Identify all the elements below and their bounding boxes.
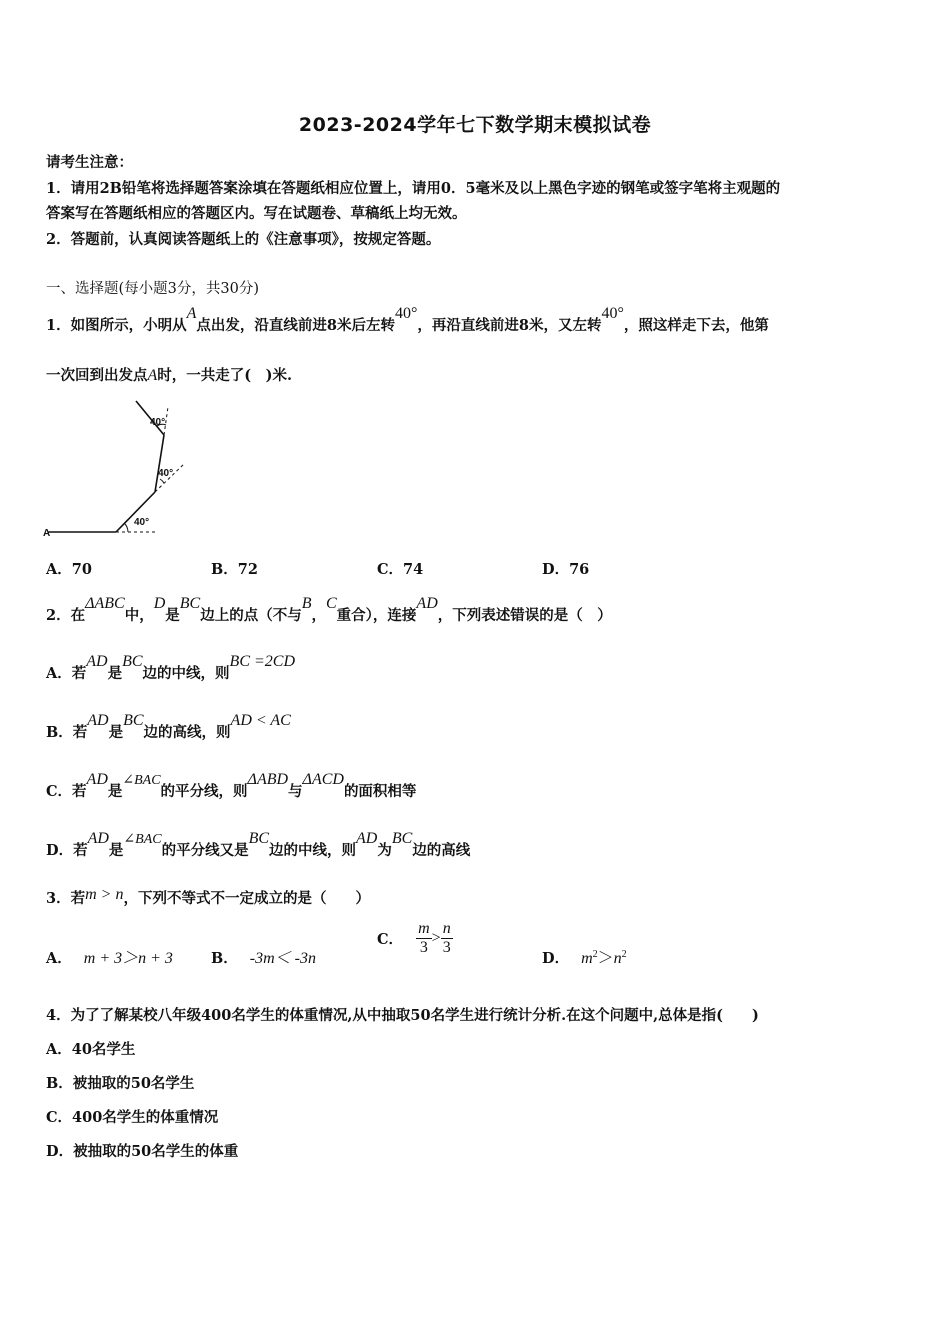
q2d-t4: 为 xyxy=(377,842,392,859)
q3c-letter: C． xyxy=(377,931,404,948)
q2-point-b: B xyxy=(301,595,312,612)
q2-comma: ， xyxy=(311,607,326,624)
q2d-t1: 是 xyxy=(108,842,124,859)
q2d-t3: 边的中线，则 xyxy=(269,842,357,859)
q2-text-5: 重合），连接 xyxy=(336,607,417,624)
section-heading-text: 一、选择题(每小题3分，共30分) xyxy=(46,281,259,297)
q4-option-b[interactable]: B．被抽取的50名学生 xyxy=(46,1075,195,1092)
q4-option-d[interactable]: D．被抽取的50名学生的体重 xyxy=(46,1143,239,1160)
q2c-t3: 与 xyxy=(288,783,303,800)
q1-text-2: 点出发，沿直线前进8米后左转 xyxy=(196,317,395,334)
q3d-gt: ＞ xyxy=(597,950,614,967)
q2-ad: AD xyxy=(416,595,438,612)
q1-option-a[interactable] xyxy=(46,558,92,579)
q1-angle-1: 40° xyxy=(394,305,418,322)
q1-option-b-text: 72 xyxy=(237,561,258,578)
q2d-m2: ∠BAC xyxy=(123,832,162,847)
q2-option-b[interactable] xyxy=(46,712,291,742)
q2c-t4: 的面积相等 xyxy=(343,783,417,800)
q2-text-6: ，下列表述错误的是（ ） xyxy=(437,607,612,624)
q3-option-b[interactable] xyxy=(211,945,316,968)
q1-option-b[interactable] xyxy=(211,558,258,579)
q2d-m4: AD xyxy=(356,830,378,847)
q2a-m2: BC xyxy=(122,653,143,670)
q2-text-1: 2．在 xyxy=(46,607,86,624)
q1-option-a-text: 70 xyxy=(71,561,92,578)
q1-text-4: ，照这样走下去，他第 xyxy=(623,317,769,334)
q2-text-2: 中， xyxy=(124,607,154,624)
section-heading xyxy=(46,277,259,298)
q3c-fraction-1 xyxy=(416,920,432,957)
question-1-line-1 xyxy=(46,305,769,335)
q1-option-d-letter: D． xyxy=(542,561,570,578)
q3c-fraction-2 xyxy=(441,920,453,957)
q2-option-d[interactable] xyxy=(46,830,471,860)
q2-option-a[interactable] xyxy=(46,653,296,683)
fig-label-angle-1: 40° xyxy=(134,517,150,528)
q3c-den-2: 3 xyxy=(442,939,451,956)
fig-label-angle-3: 40° xyxy=(150,417,166,428)
notice-item-1-line-1: 1．请用2B铅笔将选择题答案涂填在答题纸相应位置上，请用0．5毫米及以上黑色字迹的钢笔或签字笔将主观题的 xyxy=(46,180,781,197)
q1-option-b-letter: B． xyxy=(211,561,238,578)
q1-angle-2: 40° xyxy=(601,305,624,322)
q3b-expr: -3m＜ -3n xyxy=(249,950,316,967)
q3c-num-2: n xyxy=(442,920,451,937)
q2c-letter: C．若 xyxy=(46,783,87,800)
notice-heading: 请考生注意： xyxy=(46,154,133,171)
q2a-letter: A．若 xyxy=(46,665,87,682)
q2a-m3: BC =2CD xyxy=(229,653,296,670)
q2d-m1: AD xyxy=(87,830,109,847)
q2b-m1: AD xyxy=(87,712,109,729)
q2b-m3: AD < AC xyxy=(230,712,291,729)
q3a-letter: A． xyxy=(46,950,72,967)
q2-point-c: C xyxy=(326,595,337,612)
q3-text-2: ，下列不等式不一定成立的是（ ） xyxy=(123,890,370,907)
q4-option-a[interactable]: A．40名学生 xyxy=(46,1041,136,1058)
q1-option-c[interactable] xyxy=(377,558,423,579)
q2a-m1: AD xyxy=(86,653,108,670)
q2a-t1: 是 xyxy=(107,665,123,682)
q3-condition: m > n xyxy=(85,886,124,903)
q2c-m3: ΔABD xyxy=(247,771,289,788)
q2-option-c[interactable] xyxy=(46,771,417,801)
q1-figure xyxy=(40,395,200,540)
q3d-exp-2: 2 xyxy=(621,949,627,961)
q2d-m5: BC xyxy=(391,830,413,847)
q1-text-1: 1．如图所示，小明从 xyxy=(46,317,187,334)
q2d-letter: D．若 xyxy=(46,842,88,859)
q1-option-d[interactable] xyxy=(542,558,589,579)
q3d-exp-1: 2 xyxy=(592,949,598,961)
q2c-m2: ∠BAC xyxy=(122,773,161,788)
q3c-den-1: 3 xyxy=(419,939,428,956)
fig-label-angle-2: 40° xyxy=(158,468,174,479)
q3-option-a[interactable] xyxy=(46,945,173,968)
q2-triangle: ΔABC xyxy=(85,595,125,612)
q3d-base-1: m xyxy=(581,950,593,967)
q1-option-a-letter: A． xyxy=(46,561,72,578)
q3b-letter: B． xyxy=(211,950,238,967)
q3-option-d[interactable] xyxy=(542,945,627,968)
q2d-m3: BC xyxy=(248,830,270,847)
fig-arc-1 xyxy=(124,523,128,532)
q2-text-4: 边上的点（不与 xyxy=(200,607,302,624)
q2d-t2: 的平分线又是 xyxy=(161,842,249,859)
q4-option-c[interactable]: C．400名学生的体重情况 xyxy=(46,1109,219,1126)
notice-item-2: 2．答题前，认真阅读答题纸上的《注意事项》，按规定答题。 xyxy=(46,231,441,248)
q1-point-a-2: A xyxy=(147,367,158,384)
q2b-letter: B．若 xyxy=(46,724,88,741)
q1-option-c-letter: C． xyxy=(377,561,404,578)
q3c-gt: > xyxy=(431,929,441,947)
q1-point-a: A xyxy=(186,305,197,322)
question-2-stem xyxy=(46,595,612,625)
question-1-line-2 xyxy=(46,364,292,385)
q2-text-3: 是 xyxy=(165,607,180,624)
q2b-t2: 边的高线，则 xyxy=(143,724,231,741)
q2b-m2: BC xyxy=(123,712,144,729)
q2d-t5: 边的高线 xyxy=(412,842,471,859)
q3c-num-1: m xyxy=(418,920,430,937)
q3d-letter: D． xyxy=(542,950,570,967)
fig-arc-2 xyxy=(160,479,164,483)
q3a-expr: m + 3＞n + 3 xyxy=(83,950,173,967)
question-4-stem: 4．为了了解某校八年级400名学生的体重情况,从中抽取50名学生进行统计分析.在这个问题中,总体是指( ) xyxy=(46,1007,759,1024)
question-3-stem xyxy=(46,887,370,908)
fig-label-a: A xyxy=(43,528,51,539)
q2-point-d: D xyxy=(153,595,166,612)
q1-text-3: ，再沿直线前进8米，又左转 xyxy=(417,317,602,334)
q1-text-5: 一次回到出发点 xyxy=(46,367,148,384)
q1-text-6: 时，一共走了( )米. xyxy=(157,367,293,384)
q2b-t1: 是 xyxy=(108,724,124,741)
q1-option-d-text: 76 xyxy=(569,561,590,578)
fig-segment-3 xyxy=(155,435,164,492)
q2c-t1: 是 xyxy=(107,783,123,800)
page-title: 2023-2024学年七下数学期末模拟试卷 xyxy=(298,114,652,136)
q2c-m1: AD xyxy=(86,771,108,788)
q3d-base-2: n xyxy=(613,950,622,967)
q3-text-1: 3．若 xyxy=(46,890,86,907)
q3-option-c[interactable] xyxy=(377,920,453,957)
q2c-t2: 的平分线，则 xyxy=(160,783,248,800)
q2c-m4: ΔACD xyxy=(302,771,344,788)
q2-bc: BC xyxy=(179,595,201,612)
q2a-t2: 边的中线，则 xyxy=(142,665,230,682)
notice-item-1-line-2: 答案写在答题纸相应的答题区内。写在试题卷、草稿纸上均无效。 xyxy=(46,205,467,222)
q1-option-c-text: 74 xyxy=(403,561,424,578)
